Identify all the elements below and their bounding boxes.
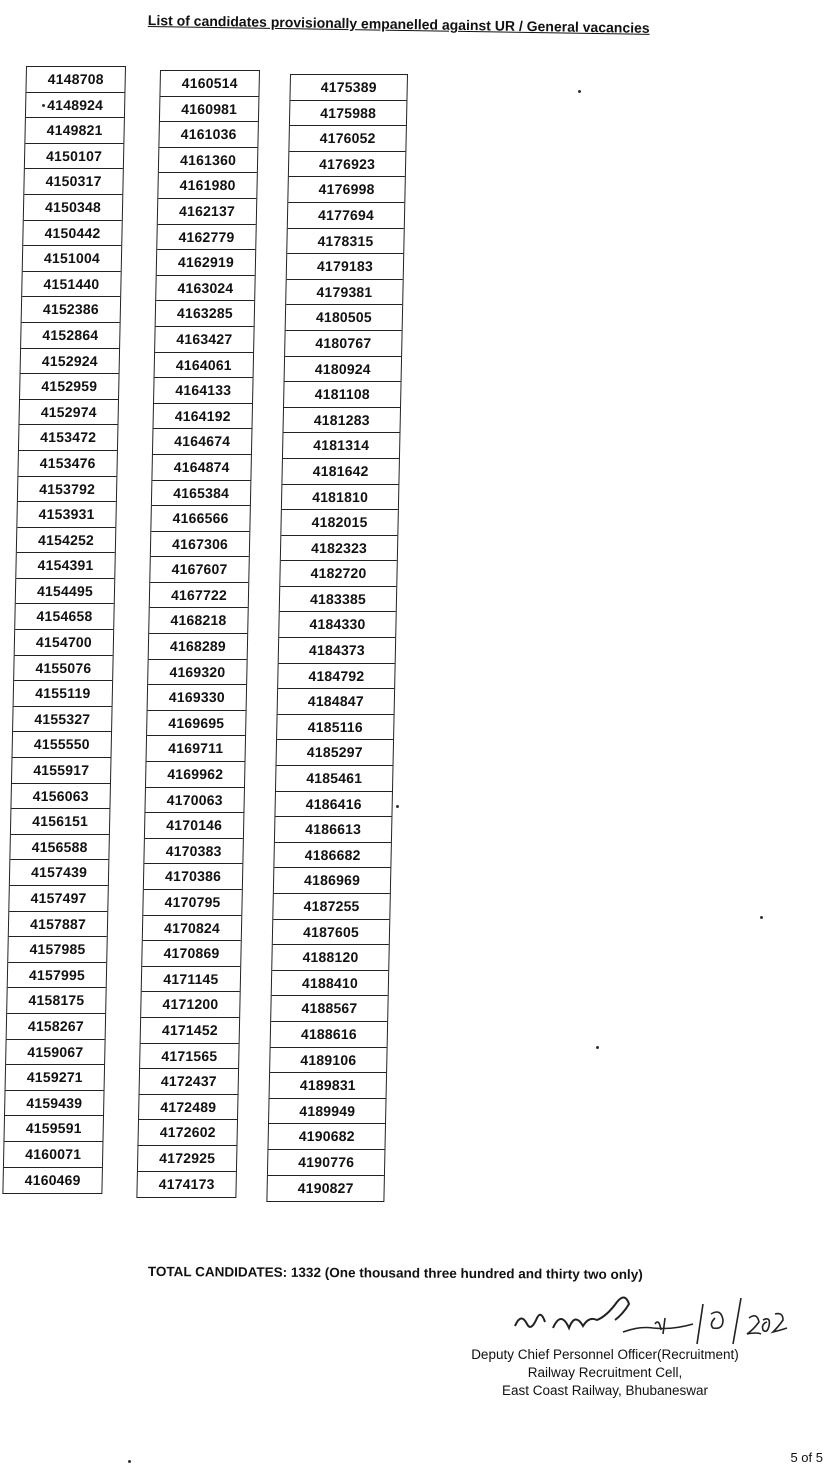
- roll-number-cell: 4154700: [15, 630, 114, 656]
- roll-number-cell: 4179183: [287, 254, 404, 280]
- roll-number-cell: 4167607: [150, 557, 249, 583]
- scan-speck: [760, 916, 763, 919]
- roll-number-cell: 4189106: [270, 1048, 387, 1074]
- roll-number-cell: 4184330: [279, 612, 396, 638]
- document-title: List of candidates provisionally empanelled against UR / General vacancies: [147, 12, 650, 36]
- roll-number-cell: 4181283: [283, 408, 400, 434]
- roll-number-cell: 4187605: [273, 920, 390, 946]
- roll-number-cell: 4159591: [4, 1116, 103, 1142]
- roll-number-cell: 4151440: [22, 272, 121, 298]
- roll-number-cell: 4156588: [10, 835, 109, 861]
- roll-number-cell: 4160071: [4, 1142, 103, 1168]
- total-candidates: TOTAL CANDIDATES: 1332 (One thousand three hundred and thirty two only): [147, 1264, 643, 1283]
- roll-number-cell: 4187255: [273, 894, 390, 920]
- roll-number-cell: 4170869: [142, 941, 241, 967]
- roll-number-cell: 4188567: [271, 996, 388, 1022]
- roll-number-cell: 4150107: [25, 144, 124, 170]
- roll-number-cell: 4159439: [5, 1091, 104, 1117]
- roll-number-cell: 4148708: [26, 67, 125, 93]
- roll-number-cell: 4184792: [278, 664, 395, 690]
- roll-number-cell: 4159067: [6, 1040, 105, 1066]
- roll-number-cell: 4172602: [138, 1120, 237, 1146]
- roll-number-cell: 4172437: [140, 1069, 239, 1095]
- signatory-location: East Coast Railway, Bhubaneswar: [501, 1383, 709, 1398]
- roll-number-cell: 4184847: [278, 689, 395, 715]
- roll-number-cell: 4168289: [149, 634, 248, 660]
- roll-number-cell: 4182015: [281, 510, 398, 536]
- roll-number-cell: 4157887: [9, 912, 108, 938]
- roll-number-cell: 4152864: [21, 323, 120, 349]
- roll-number-cell: 4171452: [141, 1018, 240, 1044]
- roll-number-cell: 4180924: [285, 357, 402, 383]
- roll-number-cell: 4160981: [160, 97, 259, 123]
- roll-number-cell: 4188616: [271, 1022, 388, 1048]
- roll-number-cell: 4154252: [17, 528, 116, 554]
- roll-number-cell: 4163024: [156, 276, 255, 302]
- roll-number-cell: 4174173: [158, 1175, 215, 1192]
- roll-number-cell: 4180505: [286, 305, 403, 331]
- roll-number-cell: 4171565: [140, 1044, 239, 1070]
- roll-number-cell: 4160469: [24, 1171, 81, 1188]
- roll-number-cell: 4164874: [152, 455, 251, 481]
- roll-number-cell: 4151004: [23, 246, 122, 272]
- roll-number-cell: 4153476: [18, 451, 117, 477]
- candidate-column-1: [2, 66, 126, 1194]
- roll-number-cell: 4168218: [149, 608, 248, 634]
- roll-number-cell: 4167722: [150, 583, 249, 609]
- roll-number-cell: 4182323: [281, 536, 398, 562]
- roll-number-cell: 4186682: [274, 843, 391, 869]
- scan-speck: [596, 1046, 599, 1049]
- roll-number-cell: 4162779: [157, 225, 256, 251]
- roll-number-cell: 4163285: [156, 301, 255, 327]
- roll-number-cell: 4150442: [23, 221, 122, 247]
- roll-number-cell: 4178315: [287, 229, 404, 255]
- roll-number-cell: 4186613: [275, 817, 392, 843]
- roll-number-cell: 4156063: [11, 784, 110, 810]
- roll-number-cell: 4162919: [157, 250, 256, 276]
- scan-speck: [396, 805, 399, 808]
- roll-number-cell: 4181108: [284, 382, 401, 408]
- roll-number-cell: 4181810: [282, 485, 399, 511]
- roll-number-cell: 4157439: [10, 860, 109, 886]
- roll-number-cell: 4166566: [151, 506, 250, 532]
- roll-number-cell: 4159271: [6, 1065, 105, 1091]
- roll-number-cell: 4176923: [289, 152, 406, 178]
- signatory-office: Railway Recruitment Cell,: [527, 1365, 683, 1380]
- roll-number-cell: 4152924: [21, 349, 120, 375]
- roll-number-cell: 4152959: [20, 374, 119, 400]
- roll-number-cell: 4185116: [277, 715, 394, 741]
- handwritten-signature: [505, 1288, 795, 1350]
- roll-number-cell: 4148924: [26, 93, 125, 119]
- roll-number-cell: 4170063: [145, 788, 244, 814]
- roll-number-cell: 4158175: [7, 988, 106, 1014]
- roll-number-cell: 4162137: [158, 199, 257, 225]
- roll-number-cell: 4169695: [147, 711, 246, 737]
- roll-number-cell: 4152974: [19, 400, 118, 426]
- roll-number-cell: 4155917: [12, 758, 111, 784]
- roll-number-cell: 4171145: [142, 967, 241, 993]
- roll-number-cell: 4186969: [274, 868, 391, 894]
- roll-number-cell: 4161360: [159, 148, 258, 174]
- roll-number-cell: 4176998: [288, 177, 405, 203]
- roll-number-cell: 4164192: [153, 404, 252, 430]
- roll-number-cell: 4189949: [269, 1099, 386, 1125]
- roll-number-cell: 4169962: [146, 762, 245, 788]
- roll-number-cell: 4190776: [268, 1150, 385, 1176]
- roll-number-cell: 4150348: [24, 195, 123, 221]
- roll-number-cell: 4158267: [7, 1014, 106, 1040]
- roll-number-cell: 4170146: [145, 813, 244, 839]
- roll-number-cell: 4177694: [288, 203, 405, 229]
- roll-number-cell: 4157995: [8, 963, 107, 989]
- roll-number-cell: 4170824: [143, 916, 242, 942]
- scan-speck: [578, 90, 581, 93]
- roll-number-cell: 4190682: [268, 1124, 385, 1150]
- roll-number-cell: 4165384: [152, 481, 251, 507]
- roll-number-cell: 4149821: [25, 118, 124, 144]
- roll-number-cell: 4164133: [154, 378, 253, 404]
- roll-number-cell: 4172925: [138, 1146, 237, 1172]
- roll-number-cell: 4170383: [144, 839, 243, 865]
- scan-speck: [42, 104, 45, 107]
- roll-number-cell: 4150317: [24, 169, 123, 195]
- roll-number-cell: 4167306: [151, 532, 250, 558]
- roll-number-cell: 4169711: [147, 736, 246, 762]
- roll-number-cell: 4179381: [286, 280, 403, 306]
- roll-number-cell: 4155327: [13, 707, 112, 733]
- signatory-designation: Deputy Chief Personnel Officer(Recruitment): [471, 1347, 739, 1362]
- roll-number-cell: 4155119: [14, 681, 113, 707]
- roll-number-cell: 4170386: [144, 864, 243, 890]
- roll-number-cell: 4170795: [143, 890, 242, 916]
- roll-number-cell: 4183385: [280, 587, 397, 613]
- roll-number-cell: 4160514: [160, 71, 259, 97]
- roll-number-cell: 4184373: [279, 638, 396, 664]
- roll-number-cell: 4157985: [8, 937, 107, 963]
- roll-number-cell: 4185297: [277, 740, 394, 766]
- roll-number-cell: 4185461: [276, 766, 393, 792]
- roll-number-cell: 4188410: [272, 971, 389, 997]
- page-number: 5 of 5: [790, 1450, 823, 1465]
- roll-number-cell: 4186416: [275, 792, 392, 818]
- roll-number-cell: 4188120: [272, 945, 389, 971]
- roll-number-cell: 4155550: [13, 732, 112, 758]
- roll-number-cell: 4157497: [9, 886, 108, 912]
- roll-number-cell: 4169330: [148, 685, 247, 711]
- roll-number-cell: 4156151: [11, 809, 110, 835]
- scan-speck: [128, 1460, 131, 1463]
- roll-number-cell: 4164674: [153, 429, 252, 455]
- roll-number-cell: 4153792: [18, 477, 117, 503]
- roll-number-cell: 4155076: [14, 656, 113, 682]
- signatory-block: [440, 1346, 770, 1400]
- roll-number-cell: 4176052: [289, 126, 406, 152]
- roll-number-cell: 4154495: [16, 579, 115, 605]
- roll-number-cell: 4154658: [15, 604, 114, 630]
- roll-number-cell: 4171200: [141, 992, 240, 1018]
- roll-number-cell: 4181314: [283, 433, 400, 459]
- candidate-column-3: [266, 74, 408, 1202]
- roll-number-cell: 4175389: [290, 75, 407, 101]
- roll-number-cell: 4189831: [270, 1073, 387, 1099]
- roll-number-cell: 4153931: [17, 502, 116, 528]
- roll-number-cell: 4182720: [280, 561, 397, 587]
- roll-number-cell: 4152386: [22, 297, 121, 323]
- roll-number-cell: 4169320: [148, 660, 247, 686]
- roll-number-cell: 4163427: [155, 327, 254, 353]
- roll-number-cell: 4180767: [285, 331, 402, 357]
- roll-number-cell: 4161036: [159, 122, 258, 148]
- roll-number-cell: 4153472: [19, 425, 118, 451]
- roll-number-cell: 4190827: [297, 1179, 354, 1196]
- roll-number-cell: 4172489: [139, 1095, 238, 1121]
- roll-number-cell: 4161980: [158, 173, 257, 199]
- roll-number-cell: 4181642: [282, 459, 399, 485]
- roll-number-cell: 4175988: [290, 101, 407, 127]
- roll-number-cell: 4164061: [155, 353, 254, 379]
- candidate-column-2: [136, 70, 260, 1198]
- roll-number-cell: 4154391: [16, 553, 115, 579]
